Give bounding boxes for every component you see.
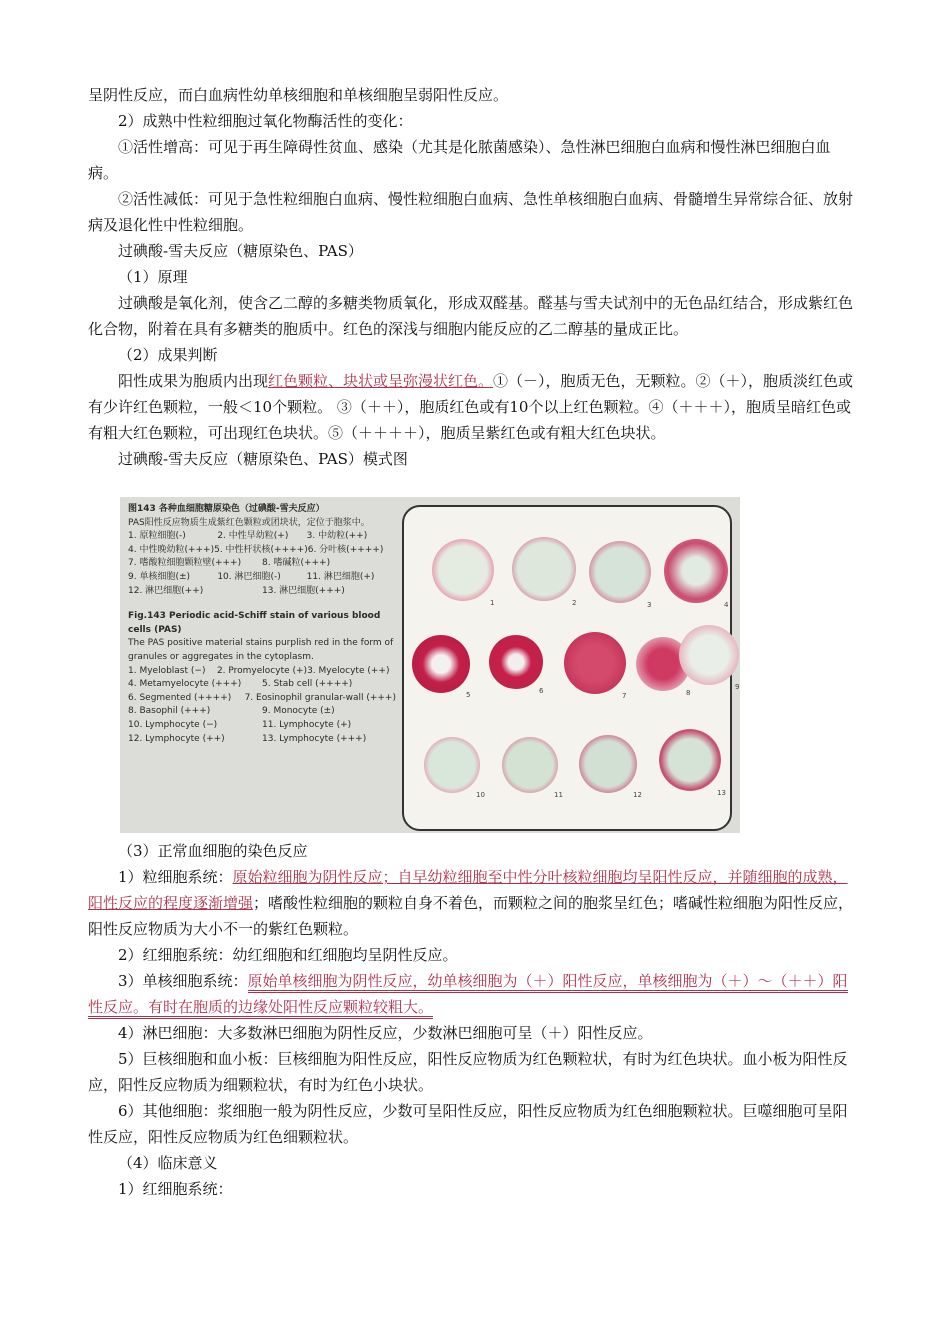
legend-item: 13. Lymphocyte (+++) [262, 733, 367, 744]
blood-cell-9 [679, 625, 739, 685]
cell-number: 5 [466, 691, 471, 699]
blood-cell-6 [489, 635, 543, 689]
text-run: ①（－），胞质无色，无颗粒。②（＋），胞质淡红色或有少许红色颗粒，一般＜10个颗粒。 ③（＋＋），胞质红色或有10个以上红色颗粒。④（＋＋＋），胞质呈暗红色或有粗大红色颗粒，可出现红色块状。⑤（＋＋＋＋），胞质呈紫红色或有粗大红色块状。 [88, 372, 854, 442]
legend-cn-desc: PAS阳性反应物质生成紫红色颗粒或团块状，定位于胞浆中。 [128, 517, 370, 528]
cell-number: 11 [554, 791, 563, 799]
highlighted-text: 原始单核细胞为阴性反应，幼单核细胞为（＋）阳性反应，单核细胞为（＋）～（＋＋）阳性反应。有时在胞质的边缘处阳性反应颗粒较粗大。 [88, 972, 848, 1019]
legend-item: 11. Lymphocyte (+) [262, 719, 352, 730]
cell-number: 1 [490, 599, 495, 607]
legend-item: 4. 中性晚幼粒(+++)5. 中性杆状核(++++) [128, 544, 308, 555]
text-run: 1）粒细胞系统： [118, 868, 233, 886]
subsection-heading: （4）临床意义 [118, 1154, 218, 1172]
paragraph [88, 368, 860, 446]
highlighted-text: 原始粒细胞为阴性反应；自早幼粒细胞至中性分叶核粒细胞均呈阳性反应，并随细胞的成熟，阳性反应的程度逐渐增强 [88, 868, 848, 912]
cell-number: 13 [717, 789, 726, 797]
legend-item: 2. 中性早幼粒(+) [217, 531, 289, 542]
legend-row [128, 733, 396, 747]
blood-cell-7 [564, 632, 626, 694]
paragraph: ②活性减低：可见于急性粒细胞白血病、慢性粒细胞白血病、急性单核细胞白血病、骨髓增生异常综合征、放射病及退化性中性粒细胞。 [88, 190, 854, 234]
legend-item: 7. Eosinophil granular-wall (+++) [244, 692, 396, 703]
cell-number: 8 [686, 689, 691, 697]
legend-item: 9. Monocyte (±) [262, 706, 335, 717]
cell-number: 7 [622, 692, 627, 700]
paragraph: ①活性增高：可见于再生障碍性贫血、感染（尤其是化脓菌感染）、急性淋巴细胞白血病和慢性淋巴细胞白血病。 [88, 138, 831, 182]
legend-item: 8. Basophil (+++) [128, 706, 211, 717]
figure-legend [128, 503, 396, 827]
legend-row [128, 719, 396, 733]
legend-item: 6. 分叶核(++++) [307, 544, 384, 555]
paragraph: 6）其他细胞：浆细胞一般为阴性反应，少数可呈阳性反应，阳性反应物质为红色细胞颗粒状。巨噬细胞可呈阳性反应，阳性反应物质为红色细颗粒状。 [88, 1102, 848, 1146]
cell-number: 10 [476, 791, 485, 799]
subsection-heading: （2）成果判断 [118, 346, 218, 364]
blood-cell-13 [659, 729, 721, 791]
cell-number: 9 [735, 683, 740, 691]
legend-item: 3. 中幼粒(++) [306, 531, 368, 542]
legend-item: 5. Stab cell (++++) [262, 679, 353, 690]
paragraph [88, 968, 860, 1020]
figure-caption: 过碘酸-雪夫反应（糖原染色、PAS）模式图 [118, 450, 408, 468]
blood-cell-11 [502, 737, 558, 793]
blood-cell-4 [664, 539, 728, 603]
legend-item: 7. 嗜酸粒细胞颗粒壁(+++) [128, 558, 242, 569]
paragraph: 呈阴性反应，而白血病性幼单核细胞和单核细胞呈弱阳性反应。 [88, 86, 509, 104]
section-heading: 过碘酸-雪夫反应（糖原染色、PAS） [118, 242, 363, 260]
blood-cell-12 [579, 735, 637, 793]
legend-row [128, 571, 396, 585]
legend-item: 4. Metamyelocyte (+++) [128, 679, 242, 690]
paragraph: 4）淋巴细胞：大多数淋巴细胞为阴性反应，少数淋巴细胞可呈（＋）阳性反应。 [118, 1024, 653, 1042]
legend-row [128, 585, 396, 599]
legend-item: 13. 淋巴细胞(+++) [262, 585, 345, 596]
legend-row [128, 544, 396, 558]
paragraph: 5）巨核细胞和血小板：巨核细胞为阳性反应，阳性反应物质为红色颗粒状，有时为红色块状。血小板为阳性反应，阳性反应物质为细颗粒状，有时为红色小块状。 [88, 1050, 848, 1094]
paragraph: 1）红细胞系统： [118, 1180, 233, 1198]
legend-item: 1. 原粒细胞(-) [128, 531, 186, 542]
subsection-heading: （1）原理 [118, 268, 188, 286]
legend-row [128, 530, 396, 544]
cell-number: 3 [647, 601, 652, 609]
document-body-continued [88, 838, 860, 1202]
legend-item: 11. 淋巴细胞(+) [306, 571, 375, 582]
subsection-heading: （3）正常血细胞的染色反应 [118, 842, 308, 860]
blood-cell-3 [589, 541, 651, 603]
legend-item: 3. Myelocyte (++) [307, 665, 390, 676]
text-run: ；嗜酸性粒细胞的颗粒自身不着色，而颗粒之间的胞浆呈红色；嗜碱性粒细胞为阳性反应，阳性反应物质为大小不一的紫红色颗粒。 [88, 894, 854, 938]
paragraph: 过碘酸是氧化剂，使含乙二醇的多糖类物质氧化，形成双醛基。醛基与雪夫试剂中的无色品红结合，形成紫红色化合物，附着在具有多糖类的胞质中。红色的深浅与细胞内能反应的乙二醇基的量成正比。 [88, 294, 854, 338]
paragraph [88, 864, 860, 942]
legend-item: 2. Promyelocyte (+) [216, 665, 308, 676]
legend-en-desc: The PAS positive material stains purplish red in the form of granules or aggregates in the cytoplasm. [128, 638, 394, 662]
legend-cn-title: 图143 各种血细胞糖原染色（过碘酸-雪夫反应） [128, 504, 325, 514]
legend-item: 12. Lymphocyte (++) [128, 733, 225, 744]
legend-row [128, 665, 396, 679]
legend-row [128, 557, 396, 571]
blood-cell-2 [512, 537, 576, 601]
text-run: 3）单核细胞系统： [118, 972, 248, 990]
cell-number: 4 [724, 601, 729, 609]
legend-item: 1. Myeloblast (−) [128, 665, 206, 676]
cell-number: 6 [539, 687, 544, 695]
legend-item: 6. Segmented (++++) [128, 692, 232, 703]
pas-figure [120, 497, 740, 833]
cell-illustration-panel [402, 505, 740, 831]
legend-item: 12. 淋巴细胞(++) [128, 585, 204, 596]
text-run: 阳性成果为胞质内出现 [118, 372, 269, 390]
blood-cell-5 [412, 635, 470, 693]
legend-row [128, 705, 396, 719]
blood-cell-1 [432, 539, 494, 601]
legend-item: 9. 单核细胞(±) [128, 571, 191, 582]
document-body [88, 82, 860, 472]
blood-cell-10 [424, 737, 480, 793]
paragraph: 2）红细胞系统：幼红细胞和红细胞均呈阴性反应。 [118, 946, 458, 964]
legend-row [128, 678, 396, 692]
cell-number: 2 [572, 599, 577, 607]
legend-item: 10. Lymphocyte (−) [128, 719, 218, 730]
highlighted-text: 红色颗粒、块状或呈弥漫状红色。 [268, 372, 494, 390]
paragraph: 2）成熟中性粒细胞过氧化物酶活性的变化： [118, 112, 413, 130]
legend-item: 8. 嗜碱粒(+++) [262, 558, 331, 569]
cell-number: 12 [633, 791, 642, 799]
legend-row [128, 692, 396, 706]
legend-en-title: Fig.143 Periodic acid-Schiff stain of various blood cells (PAS) [128, 611, 381, 635]
legend-item: 10. 淋巴细胞(-) [217, 571, 281, 582]
